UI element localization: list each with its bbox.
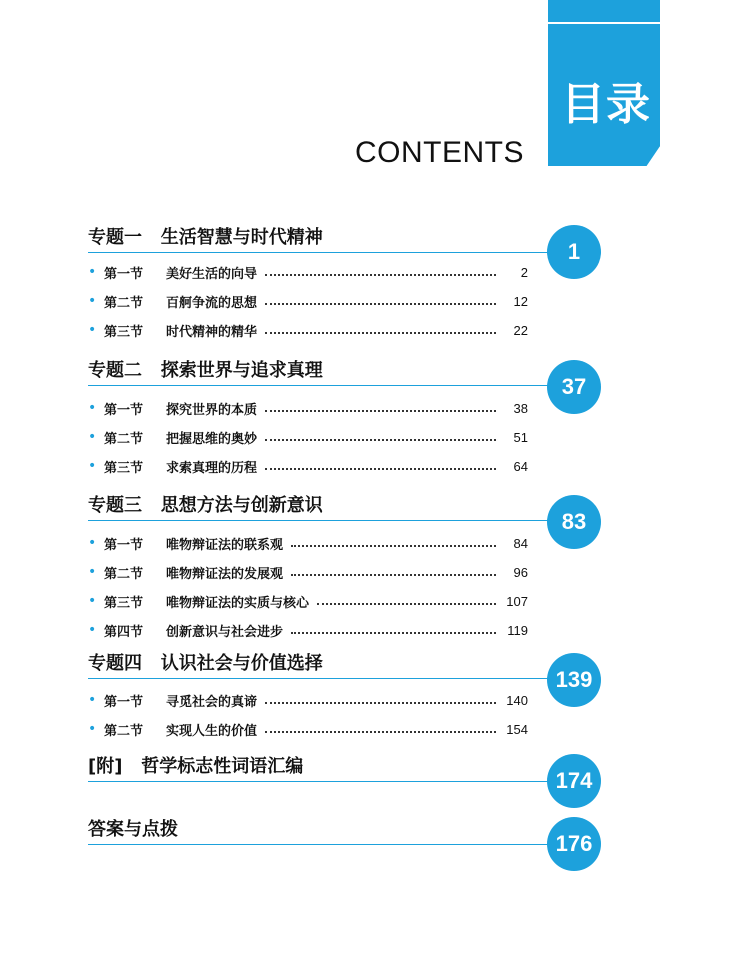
item-page: 51 — [513, 429, 528, 445]
item-title: 实现人生的价值 — [166, 723, 258, 739]
item-number: 第二节 — [104, 295, 144, 311]
item-number: 第四节 — [104, 624, 144, 640]
bullet-icon: • — [88, 429, 97, 445]
item-number: 第二节 — [104, 566, 144, 582]
item-page: 107 — [506, 593, 528, 609]
bullet-icon: • — [88, 564, 97, 580]
toc-item[interactable] — [88, 689, 528, 711]
item-page: 22 — [513, 322, 528, 338]
toc-section[interactable] — [88, 224, 608, 252]
item-page: 119 — [507, 622, 528, 638]
section-title: 专题一 生活智慧与时代精神 — [88, 227, 323, 248]
item-number: 第一节 — [104, 266, 144, 282]
bullet-icon: • — [88, 400, 97, 416]
leader-dots — [265, 468, 496, 470]
toc-section[interactable] — [88, 753, 608, 781]
item-page: 38 — [513, 400, 528, 416]
leader-dots — [291, 545, 496, 547]
toc-item[interactable] — [88, 319, 528, 341]
item-page: 140 — [506, 692, 528, 708]
page-subtitle: CONTENTS — [355, 136, 524, 169]
leader-dots — [265, 731, 496, 733]
leader-dots — [265, 410, 496, 412]
toc-item[interactable] — [88, 561, 528, 583]
item-page: 12 — [513, 293, 528, 309]
item-page: 84 — [513, 535, 528, 551]
section-title: 专题二 探索世界与追求真理 — [88, 360, 323, 381]
leader-dots — [265, 702, 496, 704]
toc-section[interactable] — [88, 492, 608, 520]
item-number: 第三节 — [104, 324, 144, 340]
bullet-icon: • — [88, 293, 97, 309]
leader-dots — [265, 439, 496, 441]
section-underline — [88, 678, 558, 679]
bullet-icon: • — [88, 622, 97, 638]
section-underline — [88, 252, 558, 253]
bullet-icon: • — [88, 535, 97, 551]
item-title: 百舸争流的思想 — [166, 295, 258, 311]
section-underline — [88, 844, 558, 845]
item-title: 求索真理的历程 — [166, 460, 258, 476]
section-page-badge[interactable]: 139 — [547, 653, 601, 707]
section-underline — [88, 385, 558, 386]
item-number: 第三节 — [104, 595, 144, 611]
item-number: 第一节 — [104, 402, 144, 418]
leader-dots — [265, 274, 496, 276]
toc-item[interactable] — [88, 619, 528, 641]
item-title: 时代精神的精华 — [166, 324, 258, 340]
item-number: 第三节 — [104, 460, 144, 476]
toc-item[interactable] — [88, 590, 528, 612]
item-title: 唯物辩证法的联系观 — [166, 537, 284, 553]
item-title: 美好生活的向导 — [166, 266, 258, 282]
item-page: 154 — [506, 721, 528, 737]
item-title: 探究世界的本质 — [166, 402, 258, 418]
bullet-icon: • — [88, 692, 97, 708]
item-title: 唯物辩证法的实质与核心 — [166, 595, 310, 611]
item-page: 2 — [520, 264, 528, 280]
toc-item[interactable] — [88, 426, 528, 448]
item-title: 唯物辩证法的发展观 — [166, 566, 284, 582]
leader-dots — [291, 632, 496, 634]
item-page: 64 — [513, 458, 528, 474]
toc-item[interactable] — [88, 455, 528, 477]
leader-dots — [317, 603, 496, 605]
item-title: 把握思维的奥妙 — [166, 431, 258, 447]
leader-dots — [291, 574, 496, 576]
bullet-icon: • — [88, 264, 97, 280]
section-title: 答案与点拨 — [88, 819, 178, 840]
section-page-badge[interactable]: 176 — [547, 817, 601, 871]
section-page-badge[interactable]: 1 — [547, 225, 601, 279]
item-title: 寻觅社会的真谛 — [166, 694, 258, 710]
bullet-icon: • — [88, 721, 97, 737]
toc-item[interactable] — [88, 261, 528, 283]
toc-item[interactable] — [88, 397, 528, 419]
toc-section[interactable] — [88, 650, 608, 678]
item-number: 第一节 — [104, 694, 144, 710]
bullet-icon: • — [88, 593, 97, 609]
bullet-icon: • — [88, 458, 97, 474]
section-underline — [88, 520, 558, 521]
item-title: 创新意识与社会进步 — [166, 624, 284, 640]
item-page: 96 — [513, 564, 528, 580]
item-number: 第二节 — [104, 723, 144, 739]
tab-stripe — [548, 22, 660, 24]
toc-section[interactable] — [88, 357, 608, 385]
item-number: 第一节 — [104, 537, 144, 553]
page-title: 目录 — [561, 79, 651, 130]
bullet-icon: • — [88, 322, 97, 338]
section-title: [附] 哲学标志性词语汇编 — [88, 756, 304, 777]
section-title: 专题三 思想方法与创新意识 — [88, 495, 323, 516]
section-underline — [88, 781, 558, 782]
item-number: 第二节 — [104, 431, 144, 447]
section-page-badge[interactable]: 37 — [547, 360, 601, 414]
section-title: 专题四 认识社会与价值选择 — [88, 653, 323, 674]
leader-dots — [265, 303, 496, 305]
toc-section[interactable] — [88, 816, 608, 844]
toc-item[interactable] — [88, 532, 528, 554]
toc-item[interactable] — [88, 718, 528, 740]
section-page-badge[interactable]: 83 — [547, 495, 601, 549]
section-page-badge[interactable]: 174 — [547, 754, 601, 808]
toc-item[interactable] — [88, 290, 528, 312]
leader-dots — [265, 332, 496, 334]
